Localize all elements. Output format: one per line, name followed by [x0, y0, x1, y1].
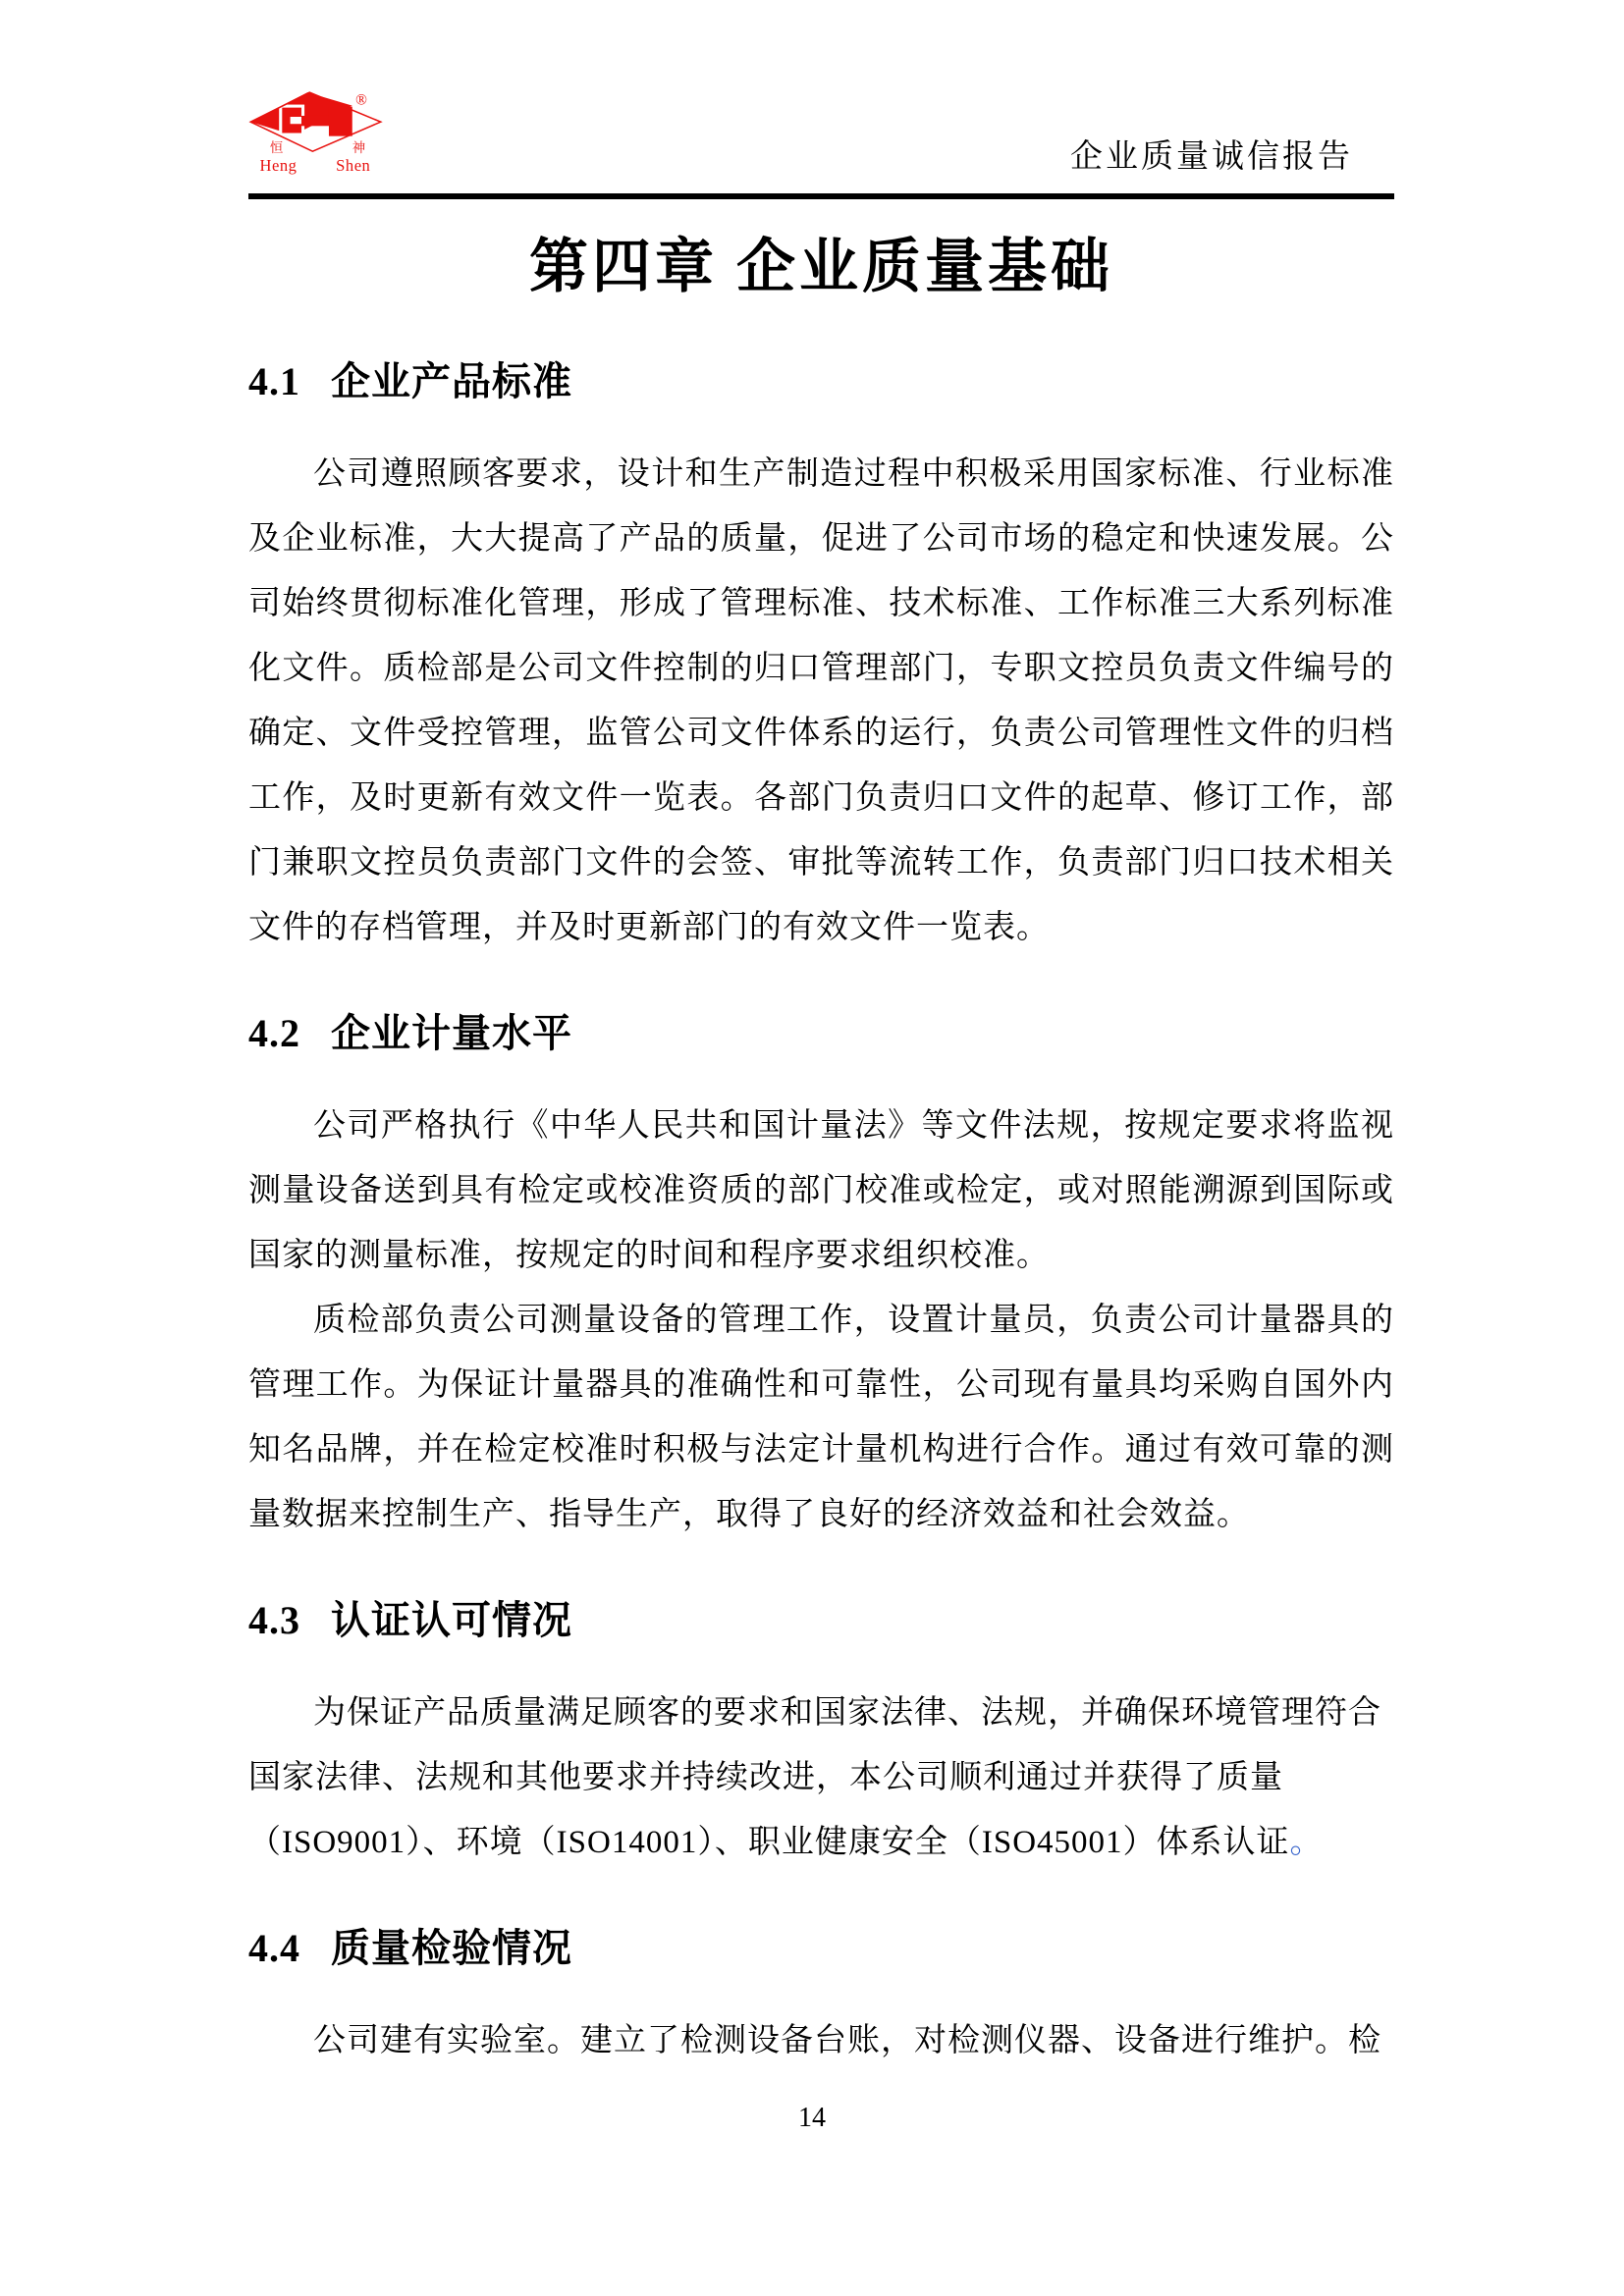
section-4-4	[248, 1924, 1394, 2073]
paragraph: 公司遵照顾客要求，设计和生产制造过程中积极采用国家标准、行业标准及企业标准，大大提高了产品的质量，促进了公司市场的稳定和快速发展。公司始终贯彻标准化管理，形成了管理标准、技术标准、工作标准三大系列标准化文件。质检部是公司文件控制的归口管理部门，专职文控员负责文件编号的确定、文件受控管理，监管公司文件体系的运行，负责公司管理性文件的归档工作，及时更新有效文件一览表。各部门负责归口文件的起草、修订工作，部门兼职文控员负责部门文件的会签、审批等流转工作，负责部门归口技术相关文件的存档管理，并及时更新部门的有效文件一览表。	[248, 456, 1394, 945]
chapter-title: 第四章 企业质量基础	[529, 235, 1113, 299]
section-4-1	[248, 357, 1394, 960]
section-title: 质量检验情况	[331, 1926, 572, 1970]
blue-period: 。	[1289, 1825, 1324, 1860]
section-heading-4-2	[248, 1009, 1394, 1058]
logo-char-shen: 神	[352, 140, 366, 156]
section-4-3	[248, 1596, 1394, 1875]
paragraph-text: 为保证产品质量满足顾客的要求和国家法律、法规，并确保环境管理符合国家法律、法规和其他要求并持续改进，本公司顺利通过并获得了质量（ISO9001）、环境（ISO14001）、职业健康安全（ISO45001）体系认证	[248, 1695, 1381, 1860]
section-title: 认证认可情况	[331, 1598, 572, 1642]
section-heading-4-4	[248, 1924, 1394, 1973]
header-doc-title: 企业质量诚信报告	[1070, 139, 1353, 175]
logo-latin-heng: Heng	[259, 155, 298, 175]
hengshen-logo	[247, 88, 385, 175]
registered-mark: ®	[355, 91, 367, 109]
section-heading-4-1	[248, 357, 1394, 406]
section-number: 4.2	[248, 1011, 300, 1055]
page-content	[248, 210, 1394, 2073]
logo-red-square	[329, 107, 352, 136]
section-number: 4.1	[248, 359, 300, 403]
section-number: 4.4	[248, 1926, 300, 1970]
header-divider	[248, 193, 1394, 199]
section-4-2	[248, 1009, 1394, 1547]
page-number: 14	[798, 2103, 826, 2133]
paragraph: 公司严格执行《中华人民共和国计量法》等文件法规，按规定要求将监视测量设备送到具有检定或校准资质的部门校准或检定，或对照能溯源到国际或国家的测量标准，按规定的时间和程序要求组织校准。	[248, 1108, 1394, 1273]
section-heading-4-3	[248, 1596, 1394, 1645]
section-number: 4.3	[248, 1598, 300, 1642]
paragraph: 质检部负责公司测量设备的管理工作，设置计量员，负责公司计量器具的管理工作。为保证计量器具的准确性和可靠性，公司现有量具均采购自国外内知名品牌，并在检定校准时积极与法定计量机构进行合作。通过有效可靠的测量数据来控制生产、指导生产，取得了良好的经济效益和社会效益。	[248, 1303, 1394, 1532]
logo-char-heng: 恒	[269, 140, 284, 156]
paragraph: 公司建有实验室。建立了检测设备台账，对检测仪器、设备进行维护。检	[313, 2023, 1381, 2058]
section-title: 企业产品标准	[331, 359, 572, 403]
paragraph	[248, 1681, 1394, 1875]
section-title: 企业计量水平	[331, 1011, 572, 1055]
logo-latin-shen: Shen	[336, 155, 371, 175]
page-footer	[0, 2103, 1624, 2134]
